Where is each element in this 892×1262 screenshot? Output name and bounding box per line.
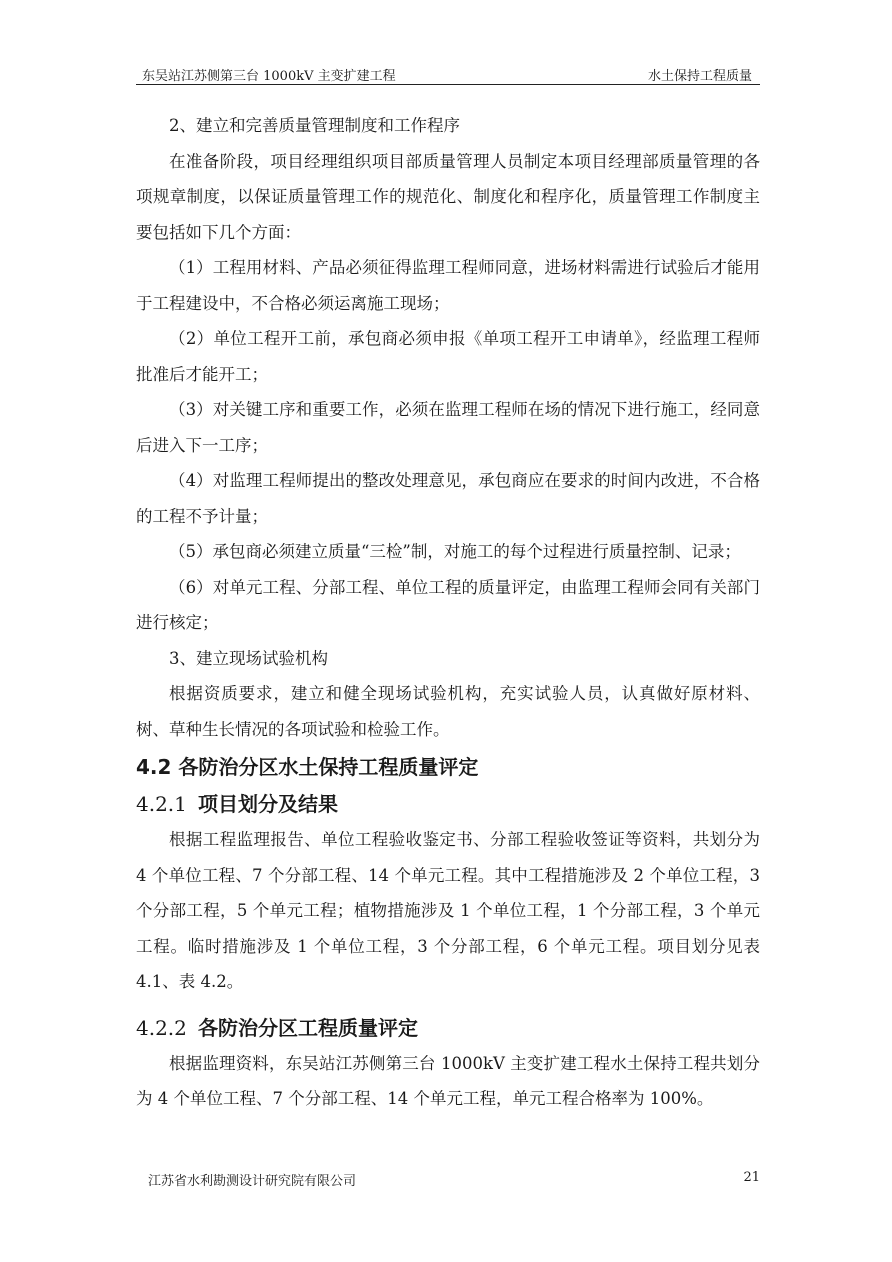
list-item: （2）单位工程开工前，承包商必须申报《单项工程开工申请单》，经监理工程师批准后才能开工； xyxy=(136,329,760,384)
subsection-title: 各防治分区工程质量评定 xyxy=(198,1015,418,1040)
list-item: （1）工程用材料、产品必须征得监理工程师同意，进场材料需进行试验后才能用于工程建设中，不合格必须运离施工现场； xyxy=(136,258,760,313)
paragraph-intro: 在准备阶段，项目经理组织项目部质量管理人员制定本项目经理部质量管理的各项规章制度，以保证质量管理工作的规范化、制度化和程序化，质量管理工作制度主要包括如下几个方面： xyxy=(136,151,760,242)
paragraph-test-lab: 根据资质要求，建立和健全现场试验机构，充实试验人员，认真做好原材料、树、草种生长情况的各项试验和检验工作。 xyxy=(136,684,760,739)
list-item: （6）对单元工程、分部工程、单位工程的质量评定，由监理工程师会同有关部门进行核定； xyxy=(136,577,760,632)
list-item: （5）承包商必须建立质量“三检”制，对施工的每个过程进行质量控制、记录； xyxy=(169,542,741,561)
paragraph-division: 根据工程监理报告、单位工程验收鉴定书、分部工程验收签证等资料，共划分为 4 个单位工程、7 个分部工程、14 个单元工程。其中工程措施涉及 2 个单位工程，3 个分部工程，5 个单元工程；植物措施涉及 1 个单位工程，1 个分部工程，3 个单元工程。临时措施涉及 1 个单位工程，3 个分部工程，6 个单元工程。项目划分见表 4.1、表 4.2。 xyxy=(136,830,760,991)
list-item: （3）对关键工序和重要工作，必须在监理工程师在场的情况下进行施工，经同意后进入下一工序； xyxy=(136,400,760,455)
paragraph-evaluation: 根据监理资料，东吴站江苏侧第三台 1000kV 主变扩建工程水土保持工程共划分为 4 个单位工程、7 个分部工程、14 个单元工程，单元工程合格率为 100%。 xyxy=(136,1053,760,1108)
footer-company: 江苏省水利勘测设计研究院有限公司 xyxy=(148,1174,357,1189)
subsection-number: 4.2.1 xyxy=(136,792,187,816)
section-heading-4-2: 4.2 各防治分区水土保持工程质量评定 xyxy=(136,755,479,779)
page-header xyxy=(136,62,760,85)
list-item: （4）对监理工程师提出的整改处理意见，承包商应在要求的时间内改进，不合格的工程不予计量； xyxy=(136,471,760,526)
heading-item-3: 3、建立现场试验机构 xyxy=(169,648,328,668)
header-section-title: 水土保持工程质量 xyxy=(647,69,752,84)
subsection-heading-4-2-2 xyxy=(136,1010,760,1046)
subsection-number: 4.2.2 xyxy=(136,1015,187,1040)
heading-item-2: 2、建立和完善质量管理制度和工作程序 xyxy=(169,116,460,135)
subsection-heading-4-2-1 xyxy=(136,786,760,822)
header-project-title: 东吴站江苏侧第三台 1000kV 主变扩建工程 xyxy=(142,69,396,84)
subsection-title: 项目划分及结果 xyxy=(198,792,338,816)
page-number: 21 xyxy=(743,1170,760,1185)
document-body xyxy=(136,108,760,1117)
